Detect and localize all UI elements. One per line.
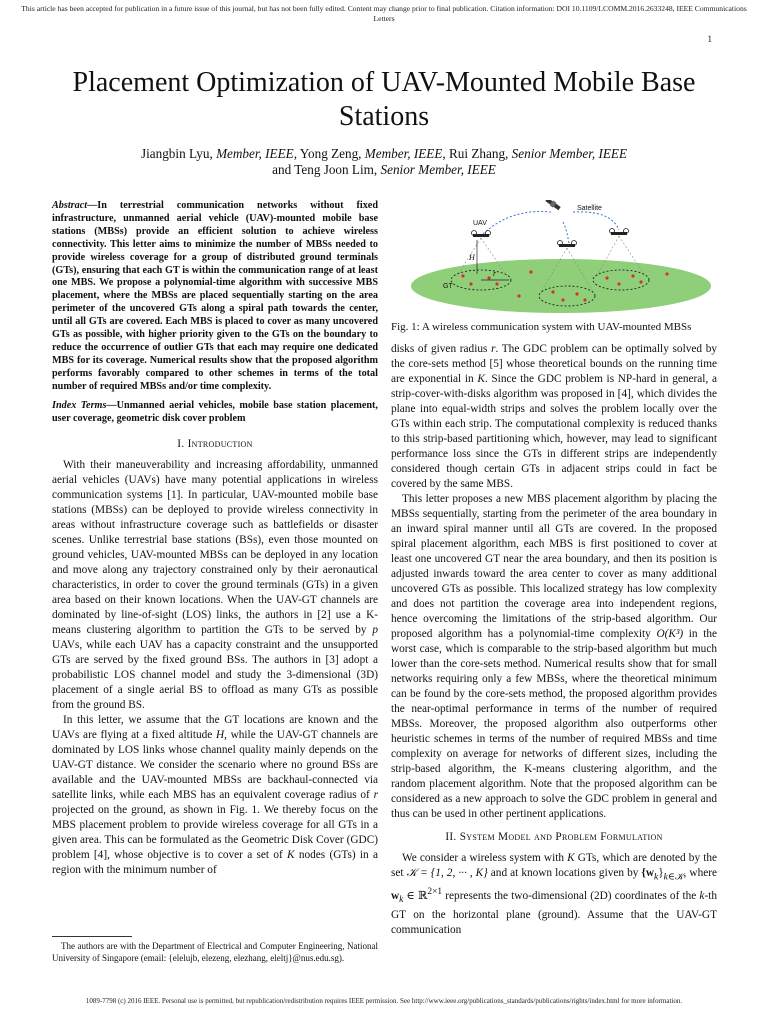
footnote: The authors are with the Department of Electrical and Computer Engineering, National University of Singapore (email: {elelujb, elezeng, elezhang, eleltj}@nus.edu.sg).	[52, 936, 378, 964]
radius-label: r	[493, 269, 497, 278]
satellite-link-1	[483, 211, 551, 234]
uav-icon-2	[558, 241, 577, 248]
satellite-link-2	[563, 222, 569, 244]
left-column	[52, 200, 378, 878]
author-list	[40, 146, 728, 178]
paper-title: Placement Optimization of UAV-Mounted Mobile Base Stations	[72, 67, 696, 132]
page-number: 1	[707, 34, 712, 44]
section-heading-system-model: II. System Model and Problem Formulation	[445, 831, 663, 843]
copyright-notice: 1089-7798 (c) 2016 IEEE. Personal use is permitted, but republication/redistribution requires IEEE permission. See http://www.ieee.org/publications_standards/publications/rights/index.html for more information.	[85, 997, 683, 1005]
author-line-1: Jiangbin Lyu, Member, IEEE, Yong Zeng, Member, IEEE, Rui Zhang, Senior Member, IEEE	[140, 146, 628, 161]
right-paragraph-2: This letter proposes a new MBS placement algorithm by placing the MBSs sequentially, starting from the perimeter of the area boundary in an inward spiral manner until all GTs are covered. In the proposed spiral placement algorithm, each MBS is first positioned to cover at least one uncovered GT near the area boundary, and then its position is adjusted inwards toward the area center to cover as many additional uncovered GTs as possible. This localized strategy has low complexity and does not partition the coverage area into independent regions, hence overcoming the limitations of the strip-based algorithm. Our proposed algorithm has a polynomial-time complexity O(K³) in the worst case, which is comparable to the strip-based algorithm but much lower than the core-sets method. Numerical results show that for small networks requiring only a few MBSs, where the theoretical minimum can be found by the core-sets method, the proposed algorithm provides the near-optimal performance in terms of the number of required MBSs. Moreover, the proposed algorithm also outperforms other heuristic schemes in terms of the number of required MBSs and time complexity on average for networks of different sizes, including the strip-based algorithm, the K-means clustering algorithm, and the random placement algorithm. Note that the proposed algorithm can be considered as a new approach to solve the GDC problem in general and thus can be used in other pertinent applications.	[391, 493, 717, 820]
section-heading-introduction: I. Introduction	[177, 438, 253, 451]
abstract: Abstract—In terrestrial communication networks without fixed infrastructure, unmanned aerial vehicle (UAV)-mounted mobile base stations (MBSs) provide an efficient solution to achieve wireless connectivity. This letter aims to minimize the number of MBSs needed to provide wireless coverage for a group of distributed ground terminals (GTs), ensuring that each GT is within the communication range of at least one MBS. We propose a polynomial-time algorithm with successive MBS placement, where the MBSs are placed sequentially starting on the area perimeter of the uncovered GTs along a spiral path towards the center, until all GTs are covered. Each MBS is placed to cover as many uncovered GTs as possible, with higher priority given to the GTs on the boundary to reduce the occurrence of outlier GTs that each may require one dedicated MBS for its coverage. Numerical results show that the proposed algorithm performs favorably compared to other schemes in terms of the total number of required MBSs and/or time complexity.	[52, 200, 378, 392]
author-line-2: and Teng Joon Lim, Senior Member, IEEE	[272, 162, 496, 177]
uav-icon-1	[472, 231, 491, 238]
uav-label: UAV	[473, 220, 487, 227]
figure-1-caption: Fig. 1: A wireless communication system with UAV-mounted MBSs	[391, 321, 692, 333]
intro-paragraph-1: With their maneuverability and increasing affordability, unmanned aerial vehicles (UAVs) have many potential applications in wireless communication systems [1]. In particular, UAV-mounted mobile base stations (MBSs) can be deployed to provide wireless connectivity in areas without infrastructure coverage such as battlefields or disaster scenes. Unlike terrestrial base stations (BSs), even those mounted on ground vehicles, UAV-mounted MBSs can be deployed in any location and move along any trajectory constrained only by their aeronautical characteristics, in order to cover the ground terminals (GTs) in a given area based on their known locations. When the UAV-GT channels are dominated by line-of-sight (LOS) links, the authors in [2] use a K-means clustering algorithm to partition the GTs to be served by p UAVs, while each UAV has a capacity constraint and the unsupported GTs are served by the fixed ground BSs. The authors in [3] adopt a probabilistic LOS channel model and study the 3-dimensional (3D) placement of a single aerial BS to offload as many GTs as possible from the ground BS.	[52, 459, 378, 712]
figure-1	[391, 200, 717, 316]
gt-label: GT	[443, 283, 453, 290]
footnote-rule	[52, 936, 132, 937]
right-column	[391, 200, 717, 938]
right-paragraph-1: disks of given radius r. The GDC problem can be optimally solved by the core-sets method [5] whose theoretical bounds on the running time are exponential in K. Since the GDC problem is NP-hard in general, a strip-cover-with-disks algorithm was proposed in [4], which divides the plane into equal-width strips and solves the problem locally over the GTs within each strip. The computational complexity is reduced thanks to this strip-based partitioning which, however, may lead to significant performance loss since the GTs in different strips are independently considered though certain GTs in adjacent strips could in fact be covered by the same MBS.	[391, 343, 717, 490]
satellite-label: Satellite	[577, 205, 602, 212]
journal-header-note: This article has been accepted for publication in a future issue of this journal, but has not been fully edited. Content may change prior to final publication. Citation information: DOI 10.1109/LCOMM.2016.2633248, IEEE Communications Letters	[21, 4, 747, 23]
intro-paragraph-2: In this letter, we assume that the GT locations are known and the UAVs are flying at a fixed altitude H, while the UAV-GT channels are dominated by LOS links whose channel quality mainly depends on the UAV-GT distance. We consider the scenario where no ground BSs are available and the UAV-mounted MBSs are backhaul-connected via satellite links, while each MBS has an equivalent coverage radius of r projected on the ground, as shown in Fig. 1. We thereby focus on the MBS placement problem to provide wireless coverage for all GTs in a given area. This can be formulated as the Geometric Disk Cover (GDC) problem [4], whose objective is to cover a set of K nodes (GTs) in a region with the minimum number of	[52, 714, 378, 877]
index-terms: Index Terms—Unmanned aerial vehicles, mobile base station placement, user coverage, geometric disk cover problem	[52, 399, 378, 424]
system-model-paragraph-1: We consider a wireless system with K GTs, which are denoted by the set 𝒦 = {1, 2, ··· , K} and at known locations given by $\{w_k\}_{k\in 𝒦}$, where $w_k$ ∈ ℝ$^{2\times 1}$ represents the two-dimensional (2D) coordinates of the k-th GT on the horizontal plane (ground). Assume that the UAV-GT communication	[391, 852, 718, 937]
altitude-label: H	[469, 253, 475, 262]
system-diagram	[391, 200, 717, 316]
satellite-link-3	[573, 212, 619, 230]
satellite-icon	[545, 200, 562, 211]
